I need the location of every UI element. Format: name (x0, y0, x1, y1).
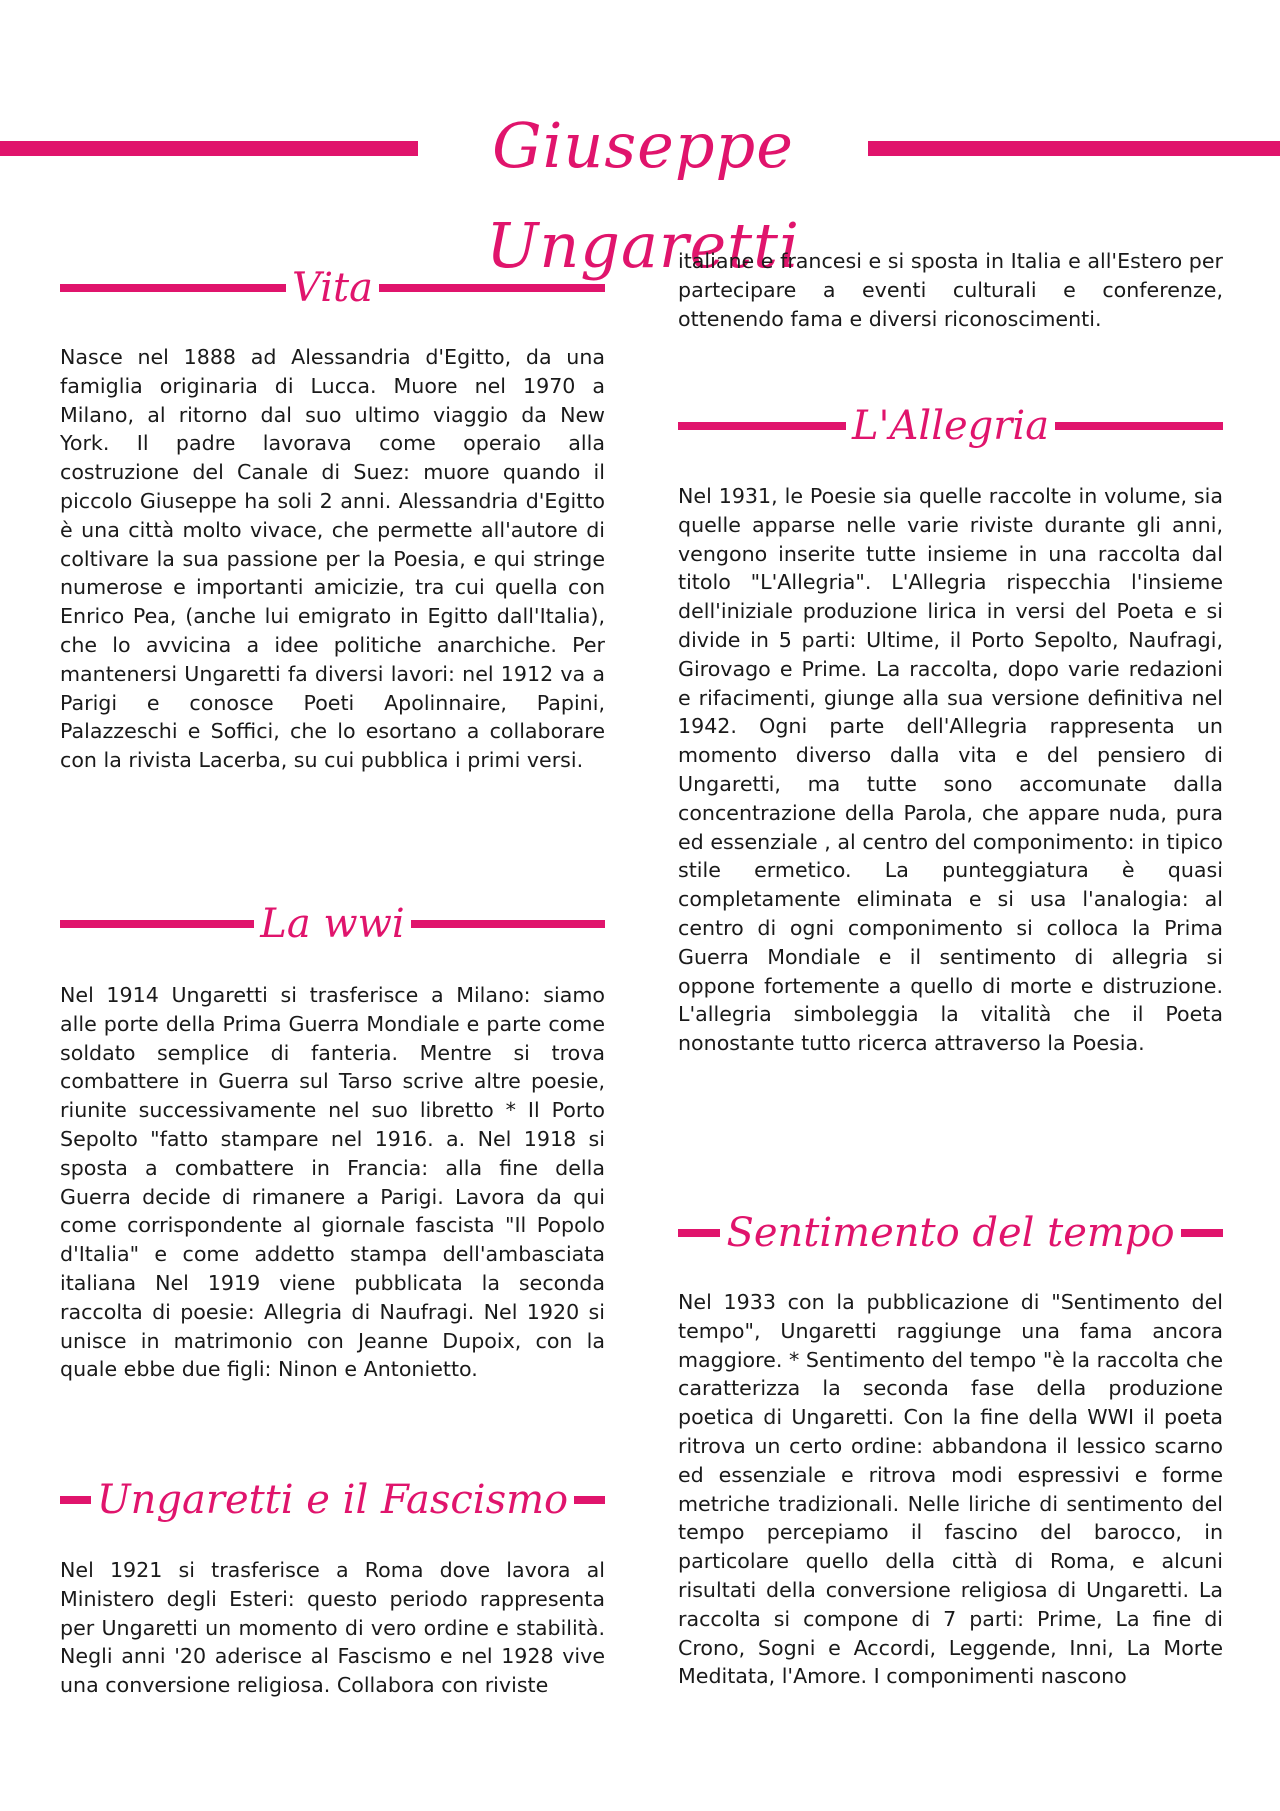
heading-rule (574, 1496, 605, 1504)
heading-rule (60, 1496, 91, 1504)
section-body-fascismo: Nel 1921 si trasferisce a Roma dove lavora al Ministero degli Esteri: questo periodo rappresenta per Ungaretti un momento di vero ordine e stabilità. Negli anni '20 aderisce al Fascismo e nel 1928 vive una conversione religiosa. Collabora con riviste (60, 1558, 605, 1698)
heading-rule (1055, 422, 1223, 430)
title-row (0, 96, 1280, 282)
section-title: Ungaretti e il Fascismo (96, 1477, 569, 1523)
section-body-vita: Nasce nel 1888 ad Alessandria d'Egitto, da una famiglia originaria di Lucca. Muore nel 1970 a Milano, al ritorno dal suo ultimo viaggio da New York. Il padre lavorava come operaio alla costruzione del Canale di Suez: muore quando il piccolo Giuseppe ha soli 2 anni. Alessandria d'Egitto è una città molto vivace, che permette all'autore di coltivare la sua passione per la Poesia, e qui stringe numerose e importanti amicizie, tra cui quella con Enrico Pea, (anche lui emigrato in Egitto dall'Italia), che lo avvicina a idee politiche anarchiche. Per mantenersi Ungaretti fa diversi lavori: nel 1912 va a Parigi e conosce Poeti Apolinnaire, Papini, Palazzeschi e Soffici, che lo esortano a collaborare con la rivista Lacerba, su cui pubblica i primi versi. (60, 345, 605, 773)
section-heading-sentimento (678, 1203, 1223, 1263)
heading-rule (678, 422, 846, 430)
title-divider-left (0, 141, 418, 156)
heading-rule (60, 284, 286, 292)
heading-rule (379, 284, 605, 292)
heading-rule (1181, 1229, 1223, 1237)
section-body-sentimento: Nel 1933 con la pubblicazione di "Sentimento del tempo", Ungaretti raggiunge una fama ancora maggiore. * Sentimento del tempo "è la raccolta che caratterizza la seconda fase della produzione poetica di Ungaretti. Con la fine della WWI il poeta ritrova un certo ordine: abbandona il lessico scarno ed essenziale e ritrova modi espressivi e forme metriche tradizionali. Nelle liriche di sentimento del tempo percepiamo il fascino del barocco, in particolare quello della città di Roma, e alcuni risultati della conversione religiosa di Ungaretti. La raccolta si compone di 7 parti: Prime, La fine di Crono, Sogni e Accordi, Leggende, Inni, La Morte Meditata, l'Amore. I componimenti nascono (678, 1290, 1223, 1689)
heading-rule (60, 920, 254, 928)
section-title: Sentimento del tempo (726, 1210, 1175, 1256)
page-title: Giuseppe Ungaretti (486, 109, 800, 282)
section-heading-wwi (60, 894, 605, 954)
title-divider-right (868, 141, 1280, 156)
section-heading-allegria (678, 396, 1223, 456)
section-heading-fascismo (60, 1470, 605, 1530)
heading-rule (411, 920, 605, 928)
section-body-fascismo-continued: italiane e francesi e si sposta in Italia e all'Estero per partecipare a eventi culturali e conferenze, ottenendo fama e diversi riconoscimenti. (678, 249, 1223, 331)
section-body-allegria: Nel 1931, le Poesie sia quelle raccolte in volume, sia quelle apparse nelle varie riviste durante gli anni, vengono inserite tutte insieme in una raccolta dal titolo "L'Allegria". L'Allegria rispecchia l'insieme dell'iniziale produzione lirica in versi del Poeta e si divide in 5 parti: Ultime, il Porto Sepolto, Naufragi, Girovago e Prime. La raccolta, dopo varie redazioni e rifacimenti, giunge alla sua versione definitiva nel 1942. Ogni parte dell'Allegria rappresenta un momento diverso dalla vita e del pensiero di Ungaretti, ma tutte sono accomunate dalla concentrazione della Parola, che appare nuda, pura ed essenziale , al centro del componimento: in tipico stile ermetico. La punteggiatura è quasi completamente eliminata e si usa l'analogia: al centro di ogni componimento si colloca la Prima Guerra Mondiale e il sentimento di allegria si oppone fortemente a quello di morte e distruzione. L'allegria simboleggia la vitalità che il Poeta nonostante tutto ricerca attraverso la Poesia. (678, 484, 1223, 1056)
section-title: Vita (292, 265, 373, 311)
heading-rule (678, 1229, 720, 1237)
section-heading-vita (60, 258, 605, 318)
section-body-wwi: Nel 1914 Ungaretti si trasferisce a Milano: siamo alle porte della Prima Guerra Mondiale e parte come soldato semplice di fanteria. Mentre si trova combattere in Guerra sul Tarso scrive altre poesie, riunite successivamente nel suo libretto * Il Porto Sepolto "fatto stampare nel 1916. a. Nel 1918 si sposta a combattere in Francia: alla fine della Guerra decide di rimanere a Parigi. Lavora da qui come corrispondente al giornale fascista "Il Popolo d'Italia" e come addetto stampa dell'ambasciata italiana Nel 1919 viene pubblicata la seconda raccolta di poesie: Allegria di Naufragi. Nel 1920 si unisce in matrimonio con Jeanne Dupoix, con la quale ebbe due figli: Ninon e Antonietto. (60, 983, 605, 1382)
section-title: La wwi (260, 901, 405, 947)
section-title: L'Allegria (851, 403, 1050, 449)
